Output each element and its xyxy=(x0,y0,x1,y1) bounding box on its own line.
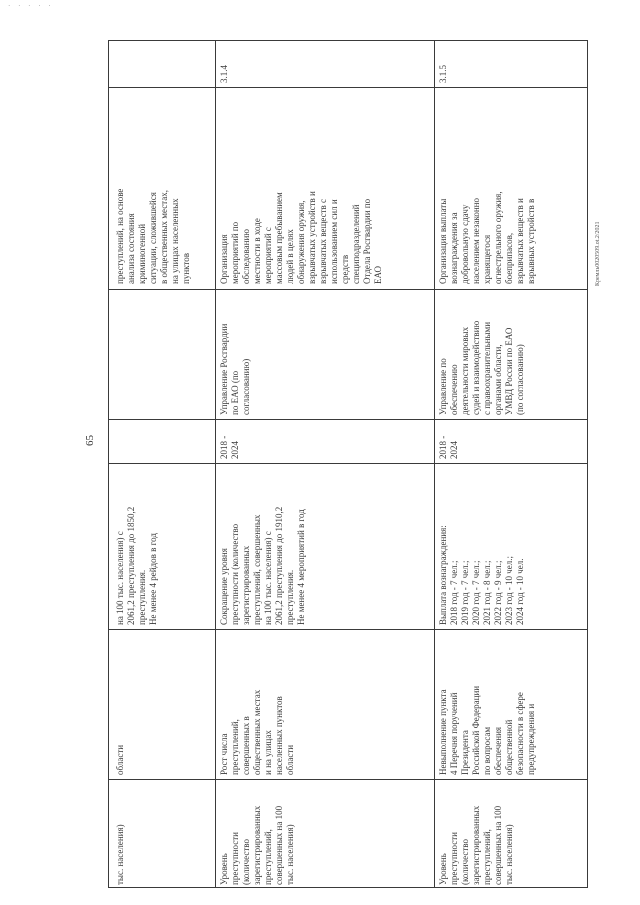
row-3-indicator: Уровень преступности (количество зарегистрированных преступлений, совершенных на 100 тыс. населения) xyxy=(438,805,514,885)
row-1-name: преступлений, на основе анализа состояния криминогенной ситуации, сложившейся в общественных местах, на улицах населенных пунктов xyxy=(115,188,191,284)
row-2-indicator: Уровень преступности (количество зарегистрированных преступлений, совершенных на 100 тыс. населения) xyxy=(219,805,295,885)
row-2-result: Сокращение уровня преступности (количество зарегистрированных преступлений, совершенных на 100 тыс. населения) с 2061,2 преступления до 1910,2 преступления. Не менее 4 мероприятий в год xyxy=(219,506,306,625)
row-3-name: Организация выплаты вознаграждения за добровольную сдачу населением незаконно хранящегося огнестрельного оружия, боеприпасов, взрывчатых веществ и взрывных устройств в xyxy=(438,191,536,284)
column-divider xyxy=(109,463,587,464)
column-divider xyxy=(109,629,587,630)
row-3-number: 3.1.5 xyxy=(438,65,448,83)
row-divider xyxy=(434,41,435,887)
row-1-link: области xyxy=(115,744,125,775)
row-2-number: 3.1.4 xyxy=(219,65,229,83)
row-1-indicator: тыс. населения) xyxy=(115,824,125,885)
scan-artifact: · · · · · xyxy=(8,2,54,10)
row-2-period: 2018 - 2024 xyxy=(219,435,240,459)
column-divider xyxy=(109,419,587,420)
row-divider xyxy=(215,41,216,887)
row-2-executor: Управление Росгвардии по ЕАО (по согласованию) xyxy=(219,323,251,415)
document-id: Кремль0020509.ot.2/2021 xyxy=(595,221,601,286)
row-3-period: 2018 - 2024 xyxy=(438,435,459,459)
row-1-result: на 100 тыс. населения) с 2061,2 преступления до 1850,2 преступления. Не менее 4 рейдов в год xyxy=(115,506,158,625)
column-divider xyxy=(109,779,587,780)
page-number: 65 xyxy=(84,435,96,446)
column-divider xyxy=(109,289,587,290)
measures-table xyxy=(108,40,588,888)
row-3-result: Выплата вознаграждения: 2018 год - 7 чел.; 2019 год - 7 чел.; 2020 год - 7 чел.; 2021 год - 8 чел.; 2022 год - 9 чел.; 2023 год - 10 чел.; 2024 год - 10 чел. xyxy=(438,525,525,625)
column-divider xyxy=(109,87,587,88)
row-3-executor: Управление по обеспечению деятельности мировых судей и взаимодействию с правоохранительными органами области, УМВД России по ЕАО (по согласованию) xyxy=(438,320,525,415)
row-3-link: Невыполнение пункта 4 Перечня поручений Президента Российской Федерации по вопросам обеспечения общественной безопасности в сфере предупреждения и xyxy=(438,685,536,775)
row-2-name: Организация мероприятий по обследованию местности в ходе мероприятий с массовым пребыванием людей в целях обнаружения оружия, взрывчатых устройств и взрывчатых веществ с использованием сил и средств специподразделений Отдела Росгвардии по ЕАО xyxy=(219,191,383,284)
row-2-link: Рост числа преступлений, совершенных в общественных местах и на улицах населенных пунктов области xyxy=(219,689,295,775)
